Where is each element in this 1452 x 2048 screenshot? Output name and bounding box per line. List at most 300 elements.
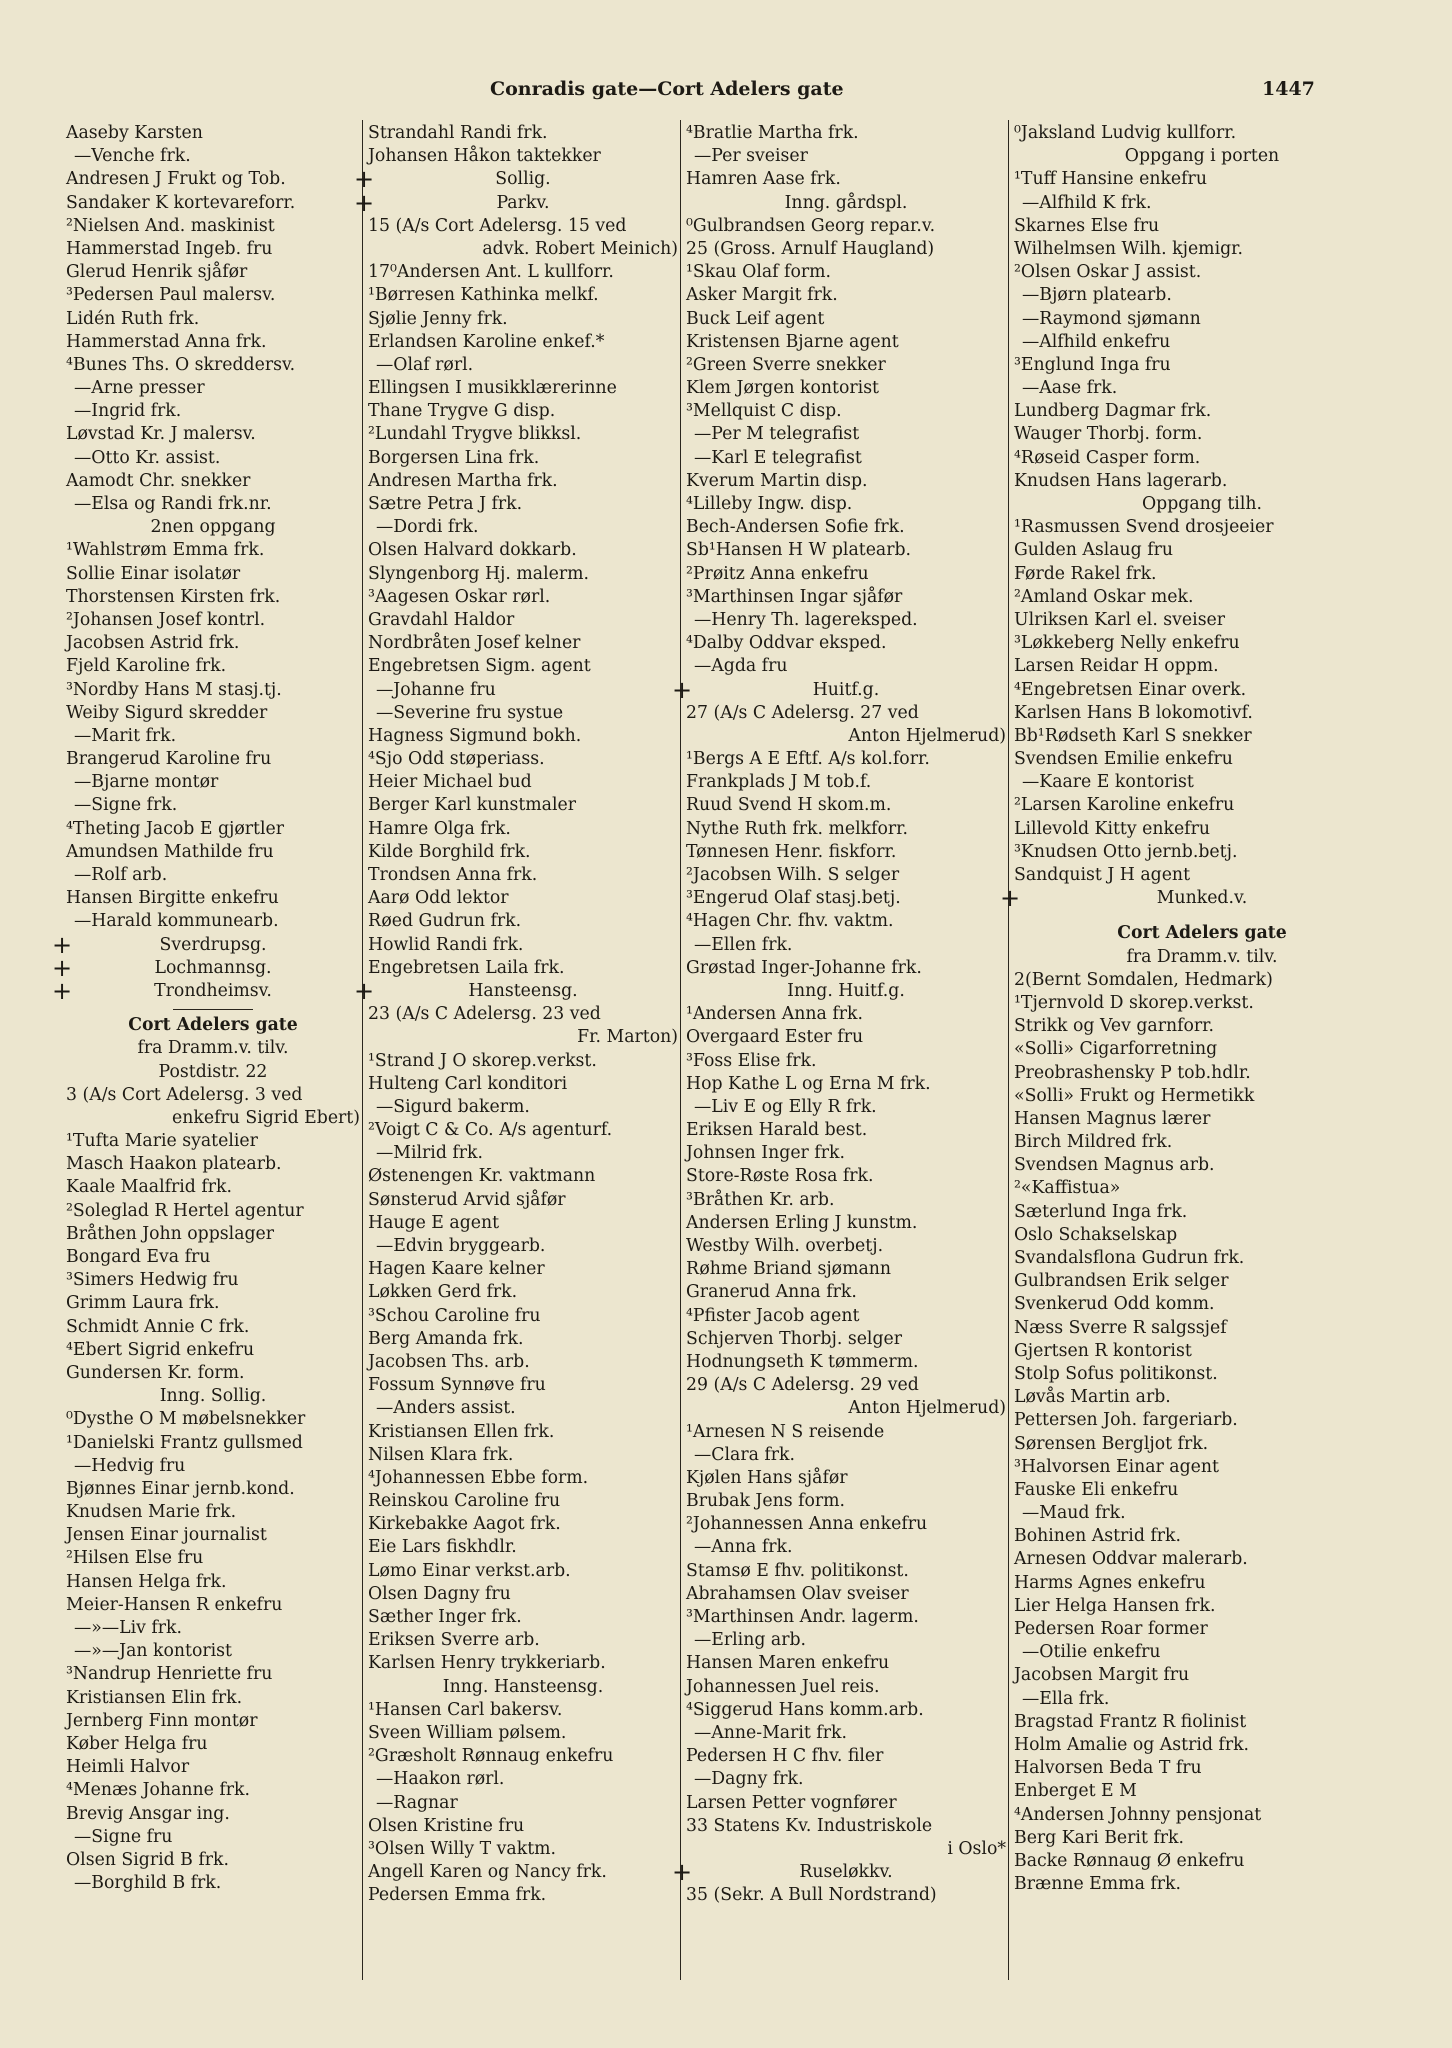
cross-street: + Hansteensg. xyxy=(354,976,578,1005)
directory-entry: —Marit frk. xyxy=(74,725,177,746)
directory-entry: ¹Tufta Marie syatelier xyxy=(66,1131,258,1152)
directory-entry: —Anne-Marit frk. xyxy=(694,1722,847,1743)
directory-entry: Thane Trygve G disp. xyxy=(368,401,556,422)
directory-entry: —Liv E og Elly R frk. xyxy=(694,1096,877,1117)
directory-entry: ¹Wahlstrøm Emma frk. xyxy=(66,540,265,561)
directory-entry: Sveen William pølsem. xyxy=(368,1722,567,1743)
directory-entry: Kjølen Hans sjåfør xyxy=(686,1467,848,1488)
directory-entry: ⁴Pfister Jacob agent xyxy=(686,1305,860,1326)
directory-entry: —Otto Kr. assist. xyxy=(74,447,221,468)
directory-entry: Backe Rønnaug Ø enkefru xyxy=(1014,1850,1245,1871)
directory-entry: Næss Sverre R salgssjef xyxy=(1014,1317,1227,1338)
directory-entry: ³Knudsen Otto jernb.betj. xyxy=(1014,841,1238,862)
entrance-note: Oppgang i porten xyxy=(1124,146,1280,167)
column-divider xyxy=(680,120,681,1980)
page-title: Conradis gate—Cort Adelers gate xyxy=(490,78,844,100)
directory-entry: Stolp Sofus politikonst. xyxy=(1014,1363,1218,1384)
cross-mark-icon: + xyxy=(672,1858,693,1887)
directory-entry: ¹Børresen Kathinka melkf. xyxy=(368,285,599,306)
cross-mark-icon: + xyxy=(52,976,73,1005)
directory-entry: Jacobsen Astrid frk. xyxy=(66,633,240,654)
directory-entry: Asker Margit frk. xyxy=(686,285,838,306)
section-gap xyxy=(1014,910,1390,922)
directory-entry: ⁰Jaksland Ludvig kullforr. xyxy=(1014,123,1237,143)
directory-entry: Johnsen Inger frk. xyxy=(686,1143,845,1164)
directory-entry: Hulteng Carl konditori xyxy=(368,1073,568,1094)
directory-entry: Store-Røste Rosa frk. xyxy=(686,1166,874,1187)
directory-entry: ²Johansen Josef kontrl. xyxy=(66,609,266,630)
directory-entry: Svandalsflona Gudrun frk. xyxy=(1014,1248,1245,1268)
directory-entry: ³Engerud Olaf stasj.betj. xyxy=(686,888,901,909)
directory-entry: Westby Wilh. overbetj. xyxy=(686,1236,884,1256)
column-divider xyxy=(362,120,363,1980)
directory-entry: Hansen Helga frk. xyxy=(66,1571,227,1592)
cross-street: + Sollig. xyxy=(354,165,551,194)
directory-entry: ⁴Theting Jacob E gjørtler xyxy=(66,818,284,839)
directory-entry: Sæther Inger frk. xyxy=(368,1607,522,1627)
directory-entry: Strikk og Vev garnforr. xyxy=(1014,1016,1215,1037)
directory-entry: Olsen Kristine fru xyxy=(368,1815,525,1836)
entrance-note: Inng. gårdspl. xyxy=(784,192,908,213)
entrance-note: fra Dramm.v. tilv. xyxy=(137,1038,289,1059)
directory-entry: Schjerven Thorbj. selger xyxy=(686,1328,903,1349)
directory-entry: Reinskou Caroline fru xyxy=(368,1491,561,1512)
entrance-note: fra Dramm.v. tilv. xyxy=(1126,946,1278,967)
directory-entry: Brænne Emma frk. xyxy=(1014,1874,1181,1895)
directory-entry: Andresen Martha frk. xyxy=(368,470,558,491)
directory-entry: —Severine fru systue xyxy=(376,702,564,723)
directory-entry: Jensen Einar journalist xyxy=(66,1525,267,1546)
directory-entry: —Kaare E kontorist xyxy=(1022,772,1194,793)
directory-entry: ³Mellquist C disp. xyxy=(686,401,842,422)
directory-entry: —Karl E telegrafist xyxy=(694,447,862,468)
directory-entry: Hansen Birgitte enkefru xyxy=(66,888,279,909)
directory-entry: Olsen Dagny fru xyxy=(368,1583,511,1604)
directory-entry: Hamren Aase frk. xyxy=(686,169,841,190)
directory-entry: Lillevold Kitty enkefru xyxy=(1014,818,1210,839)
directory-entry: —Johanne fru xyxy=(376,679,496,700)
directory-entry: Køber Helga fru xyxy=(66,1733,208,1754)
house-number-line: 25 (Gross. Arnulf Haugland) xyxy=(686,238,935,259)
directory-entry: Klem Jørgen kontorist xyxy=(686,378,880,399)
directory-entry: ²Olsen Oskar J assist. xyxy=(1014,262,1202,283)
directory-entry: Preobrashensky P tob.hdlr. xyxy=(1014,1062,1251,1083)
directory-entry: Larsen Petter vognfører xyxy=(686,1792,897,1813)
cross-mark-icon: + xyxy=(354,165,375,194)
directory-entry: ²Voigt C & Co. A/s agenturf. xyxy=(368,1120,613,1141)
directory-entry: Sjølie Jenny frk. xyxy=(368,308,508,329)
street-heading: Cort Adelers gate xyxy=(1117,923,1287,944)
directory-entry: ³Pedersen Paul malersv. xyxy=(66,285,276,306)
directory-entry: —Elsa og Randi frk.nr. xyxy=(74,494,272,514)
directory-entry: Svendsen Emilie enkefru xyxy=(1014,749,1233,770)
directory-entry: ⁴Hagen Chr. fhv. vaktm. xyxy=(686,911,894,932)
directory-entry: ⁴Andersen Johnny pensjonat xyxy=(1014,1804,1262,1825)
page-header xyxy=(0,78,1452,108)
directory-entry: —Ragnar xyxy=(376,1792,458,1813)
directory-entry: Lundberg Dagmar frk. xyxy=(1014,401,1212,422)
directory-entry: Bragstad Frantz R fiolinist xyxy=(1014,1711,1247,1732)
cross-street: + Parkv. xyxy=(354,188,550,217)
directory-entry: Schmidt Annie C frk. xyxy=(66,1316,250,1337)
directory-entry: Stamsø E fhv. politikonst. xyxy=(686,1560,909,1581)
directory-entry: Løvås Martin arb. xyxy=(1014,1387,1171,1408)
directory-entry: Skarnes Else fru xyxy=(1014,215,1160,236)
directory-entry: —Arne presser xyxy=(74,378,205,399)
house-number-line: 29 (A/s C Adelersg. 29 ved xyxy=(686,1375,919,1396)
directory-entry: Erlandsen Karoline enkef.* xyxy=(368,331,605,352)
directory-entry: ³Marthinsen Ingar sjåfør xyxy=(686,586,903,607)
directory-entry: Løvstad Kr. J malersv. xyxy=(66,424,256,445)
directory-entry: ⁴Siggerud Hans komm.arb. xyxy=(686,1699,924,1720)
directory-entry: ²Larsen Karoline enkefru xyxy=(1014,795,1235,816)
directory-entry: Nilsen Klara frk. xyxy=(368,1444,514,1465)
directory-entry: —Otilie enkefru xyxy=(1022,1642,1161,1663)
directory-entry: Karlsen Hans B lokomotivf. xyxy=(1014,702,1253,723)
column-3 xyxy=(672,122,1006,1907)
directory-entry: ³Løkkeberg Nelly enkefru xyxy=(1014,633,1240,654)
address-continuation: Fr. Marton) xyxy=(577,1027,678,1048)
directory-entry: Hammerstad Ingeb. fru xyxy=(66,238,273,259)
directory-entry: Pedersen Roar former xyxy=(1014,1619,1208,1639)
directory-entry: ³Nandrup Henriette fru xyxy=(66,1664,273,1685)
directory-entry: —Per M telegrafist xyxy=(694,424,860,445)
entrance-note: Inng. Hansteensg. xyxy=(442,1676,604,1697)
cross-street: + Ruseløkkv. xyxy=(672,1858,893,1887)
directory-entry: Sæterlund Inga frk. xyxy=(1014,1201,1188,1222)
directory-entry: —Alfhild enkefru xyxy=(1022,331,1171,352)
directory-entry: Olsen Sigrid B frk. xyxy=(66,1849,229,1870)
directory-entry: —Ingrid frk. xyxy=(74,401,182,422)
directory-entry: ¹Arnesen N S reisende xyxy=(686,1421,885,1442)
house-number-line: 15 (A/s Cort Adelersg. 15 ved xyxy=(368,215,627,236)
directory-entry: Jacobsen Margit fru xyxy=(1014,1665,1190,1686)
directory-entry: ¹Hansen Carl bakersv. xyxy=(368,1699,563,1720)
directory-entry: ³Nordby Hans M stasj.tj. xyxy=(66,679,282,700)
directory-entry: —Bjørn platearb. xyxy=(1022,285,1172,306)
directory-entry: Pedersen Emma frk. xyxy=(368,1885,547,1906)
house-number-line: 27 (A/s C Adelersg. 27 ved xyxy=(686,702,919,723)
directory-entry: Jernberg Finn montør xyxy=(66,1710,258,1731)
directory-entry: ¹Tjernvold D skorep.verkst. xyxy=(1014,992,1254,1013)
directory-entry: Aarø Odd lektor xyxy=(368,888,509,909)
directory-entry: —Raymond sjømann xyxy=(1022,308,1201,329)
directory-entry: —Alfhild K frk. xyxy=(1022,192,1152,213)
directory-entry: —Anders assist. xyxy=(376,1398,516,1419)
directory-entry: ⁴Bratlie Martha frk. xyxy=(686,123,859,143)
cross-mark-icon: + xyxy=(354,976,375,1005)
directory-entry: Johansen Håkon taktekker xyxy=(368,146,601,167)
directory-entry: Aamodt Chr. snekker xyxy=(66,470,251,491)
directory-entry: —Olaf rørl. xyxy=(376,354,474,375)
directory-entry: ¹Bergs A E Eftf. A/s kol.forr. xyxy=(686,749,930,770)
directory-entry: —Agda fru xyxy=(694,656,788,677)
directory-entry: Lidén Ruth frk. xyxy=(66,308,200,329)
directory-entry: Granerud Anna frk. xyxy=(686,1282,857,1303)
directory-entry: —Borghild B frk. xyxy=(74,1873,222,1894)
directory-entry: Sollie Einar isolatør xyxy=(66,563,241,584)
directory-entry: ²Hilsen Else fru xyxy=(66,1548,204,1569)
directory-entry: Bohinen Astrid frk. xyxy=(1014,1526,1181,1547)
directory-entry: Gulbrandsen Erik selger xyxy=(1014,1271,1229,1292)
directory-entry: Andersen Erling J kunstm. xyxy=(686,1212,918,1233)
directory-entry: ²Green Sverre snekker xyxy=(686,354,886,375)
directory-entry: Ellingsen I musikklærerinne xyxy=(368,378,617,399)
page-number: 1447 xyxy=(1262,78,1315,100)
directory-entry: —»—Liv frk. xyxy=(74,1618,183,1638)
directory-entry: Strandahl Randi frk. xyxy=(368,123,548,143)
directory-entry: —Dagny frk. xyxy=(694,1769,804,1790)
directory-entry: Frankplads J M tob.f. xyxy=(686,772,872,793)
directory-entry: —»—Jan kontorist xyxy=(74,1641,232,1662)
directory-entry: Sætre Petra J frk. xyxy=(368,494,523,514)
address-continuation: i Oslo* xyxy=(947,1838,1006,1859)
directory-entry: Gravdahl Haldor xyxy=(368,609,515,630)
directory-entry: Buck Leif agent xyxy=(686,308,825,329)
directory-entry: Kverum Martin disp. xyxy=(686,470,868,491)
directory-entry: —Erling arb. xyxy=(694,1630,807,1651)
directory-entry: ⁰Dysthe O M møbelsnekker xyxy=(66,1409,306,1430)
directory-entry: ²Johannessen Anna enkefru xyxy=(686,1514,928,1535)
directory-entry: Eriksen Harald best. xyxy=(686,1120,868,1141)
directory-entry: Sandaker K kortevareforr. xyxy=(66,192,296,213)
directory-entry: Førde Rakel frk. xyxy=(1014,563,1157,584)
directory-entry: Brevig Ansgar ing. xyxy=(66,1803,230,1824)
cross-mark-icon: + xyxy=(1000,884,1021,913)
directory-entry: ¹Andersen Anna frk. xyxy=(686,1004,863,1025)
directory-entry: Kristiansen Elin frk. xyxy=(66,1687,243,1708)
directory-entry: Gulden Aslaug fru xyxy=(1014,540,1174,561)
column-4 xyxy=(1000,122,1390,1896)
column-1 xyxy=(52,122,360,1895)
directory-entry: Brangerud Karoline fru xyxy=(66,749,272,770)
directory-entry: ⁴Ebert Sigrid enkefru xyxy=(66,1339,255,1360)
directory-entry: Weiby Sigurd skredder xyxy=(66,702,268,723)
directory-entry: Wilhelmsen Wilh. kjemigr. xyxy=(1014,238,1244,259)
directory-entry: Abrahamsen Olav sveiser xyxy=(686,1583,909,1604)
directory-entry: —Rolf arb. xyxy=(74,865,168,885)
directory-entry: Karlsen Henry trykkeriarb. xyxy=(368,1653,606,1674)
directory-entry: ³Olsen Willy T vaktm. xyxy=(368,1838,557,1859)
directory-entry: Sønsterud Arvid sjåfør xyxy=(368,1189,566,1210)
directory-entry: Jacobsen Ths. arb. xyxy=(368,1351,530,1372)
directory-entry: ¹Tuff Hansine enkefru xyxy=(1014,169,1207,190)
entrance-note: Inng. Sollig. xyxy=(159,1386,267,1407)
directory-entry: Grimm Laura frk. xyxy=(66,1293,220,1314)
directory-entry: —Anna frk. xyxy=(694,1537,793,1558)
directory-entry: Hansen Magnus lærer xyxy=(1014,1108,1211,1129)
directory-entry: —Sigurd bakerm. xyxy=(376,1096,530,1117)
directory-entry: ²Prøitz Anna enkefru xyxy=(686,563,869,584)
directory-entry: Amundsen Mathilde fru xyxy=(66,841,274,862)
directory-entry: ⁴Lilleby Ingw. disp. xyxy=(686,494,853,514)
address-continuation: Anton Hjelmerud) xyxy=(848,1398,1006,1419)
entrance-note: Inng. Huitf.g. xyxy=(787,980,905,1001)
directory-entry: —Dordi frk. xyxy=(376,517,479,538)
directory-entry: ²Nielsen And. maskinist xyxy=(66,215,275,236)
directory-entry: Oslo Schakselskap xyxy=(1014,1224,1178,1245)
entrance-note: Oppgang tilh. xyxy=(1142,494,1262,514)
cross-mark-icon: + xyxy=(52,953,73,982)
directory-entry: Sørensen Bergljot frk. xyxy=(1014,1433,1209,1454)
directory-entry: ²Jacobsen Wilh. S selger xyxy=(686,865,900,885)
directory-entry: ³Aagesen Oskar rørl. xyxy=(368,586,551,607)
directory-entry: —Edvin bryggearb. xyxy=(376,1236,546,1256)
directory-entry: ¹Strand J O skorep.verkst. xyxy=(368,1050,597,1071)
directory-entry: Hammerstad Anna frk. xyxy=(66,331,267,352)
directory-entry: Hop Kathe L og Erna M frk. xyxy=(686,1073,931,1094)
directory-entry: Slyngenborg Hj. malerm. xyxy=(368,563,589,584)
house-number-line: 33 Statens Kv. Industriskole xyxy=(686,1815,933,1836)
directory-entry: ⁴Engebretsen Einar overk. xyxy=(1014,679,1247,700)
directory-entry: ¹Skau Olaf form. xyxy=(686,262,831,283)
directory-entry: Larsen Reidar H oppm. xyxy=(1014,656,1219,677)
directory-entry: ⁴Menæs Johanne frk. xyxy=(66,1780,250,1801)
directory-entry: —Clara frk. xyxy=(694,1444,796,1465)
directory-entry: —Henry Th. lagereksped. xyxy=(694,609,918,630)
cross-mark-icon: + xyxy=(672,675,693,704)
house-number-line: Bb¹Rødseth Karl S snekker xyxy=(1014,725,1252,746)
address-continuation: Anton Hjelmerud) xyxy=(848,725,1006,746)
directory-entry: Nordbråten Josef kelner xyxy=(368,633,581,654)
directory-entry: Eriksen Sverre arb. xyxy=(368,1630,540,1651)
directory-entry: —Haakon rørl. xyxy=(376,1769,505,1790)
directory-entry: Kaale Maalfrid frk. xyxy=(66,1177,232,1198)
section-rule xyxy=(173,1009,253,1010)
directory-entry: Bjønnes Einar jernb.kond. xyxy=(66,1478,295,1499)
directory-entry: Hamre Olga frk. xyxy=(368,818,511,839)
directory-entry: ⁴Dalby Oddvar eksped. xyxy=(686,633,887,654)
directory-entry: ³Simers Hedwig fru xyxy=(66,1270,239,1291)
directory-entry: Lier Helga Hansen frk. xyxy=(1014,1595,1216,1616)
cross-street: + Sverdrupsg. xyxy=(52,930,267,959)
directory-entry: Østenengen Kr. vaktmann xyxy=(368,1166,596,1187)
cross-street: + Trondheimsv. xyxy=(52,976,272,1005)
directory-entry: —Harald kommunearb. xyxy=(74,911,279,932)
directory-entry: Ruud Svend H skom.m. xyxy=(686,795,892,816)
cross-mark-icon: + xyxy=(52,930,73,959)
directory-entry: Hodnungseth K tømmerm. xyxy=(686,1351,919,1372)
directory-entry: Bråthen John oppslager xyxy=(66,1223,275,1244)
directory-entry: —Ellen frk. xyxy=(694,934,793,955)
directory-entry: Johannessen Juel reis. xyxy=(686,1676,880,1697)
directory-entry: Andresen J Frukt og Tob. xyxy=(66,169,286,190)
directory-entry: Kilde Borghild frk. xyxy=(368,841,531,862)
directory-entry: Heimli Halvor xyxy=(66,1757,190,1778)
house-number-line: 3 (A/s Cort Adelersg. 3 ved xyxy=(66,1084,303,1105)
directory-entry: Gjertsen R kontorist xyxy=(1014,1340,1192,1361)
directory-entry: —Per sveiser xyxy=(694,146,808,167)
directory-entry: ³Englund Inga fru xyxy=(1014,354,1171,375)
entrance-note: Postdistr. 22 xyxy=(158,1061,268,1082)
directory-entry: —Aase frk. xyxy=(1022,378,1118,399)
house-number-line: Sb¹Hansen H W platearb. xyxy=(686,540,912,561)
directory-entry: ¹Rasmussen Svend drosjeeier xyxy=(1014,517,1274,538)
directory-entry: ³Bråthen Kr. arb. xyxy=(686,1189,835,1210)
directory-entry: —Ella frk. xyxy=(1022,1688,1110,1709)
directory-entry: Heier Michael bud xyxy=(368,772,532,793)
directory-entry: ²«Kaffistua» xyxy=(1014,1178,1121,1199)
directory-entry: Halvorsen Beda T fru xyxy=(1014,1758,1202,1779)
directory-entry: Thorstensen Kirsten frk. xyxy=(66,586,281,607)
directory-entry: Masch Haakon platearb. xyxy=(66,1154,282,1175)
address-continuation: advk. Robert Meinich) xyxy=(482,238,678,259)
directory-entry: Kristensen Bjarne agent xyxy=(686,331,899,352)
directory-entry: Berger Karl kunstmaler xyxy=(368,795,576,816)
directory-entry: Borgersen Lina frk. xyxy=(368,447,540,468)
directory-entry: Holm Amalie og Astrid frk. xyxy=(1014,1734,1250,1755)
cross-mark-icon: + xyxy=(354,188,375,217)
directory-entry: «Solli» Cigarforretning xyxy=(1014,1039,1218,1060)
directory-entry: —Venche frk. xyxy=(74,146,191,167)
directory-entry: Røed Gudrun frk. xyxy=(368,911,522,932)
directory-entry: ²Soleglad R Hertel agentur xyxy=(66,1200,304,1221)
column-divider xyxy=(1008,120,1009,1980)
directory-entry: Fossum Synnøve fru xyxy=(368,1375,546,1396)
directory-entry: Howlid Randi frk. xyxy=(368,934,524,955)
directory-entry: Enberget E M xyxy=(1014,1781,1137,1802)
directory-entry: Wauger Thorbj. form. xyxy=(1014,424,1203,445)
directory-entry: Knudsen Marie frk. xyxy=(66,1502,237,1523)
directory-entry: ³Schou Caroline fru xyxy=(368,1305,541,1326)
directory-entry: Engebretsen Laila frk. xyxy=(368,957,565,978)
directory-entry: ³Halvorsen Einar agent xyxy=(1014,1456,1219,1477)
directory-entry: ³Foss Elise frk. xyxy=(686,1050,817,1071)
directory-entry: Arnesen Oddvar malerarb. xyxy=(1014,1549,1248,1570)
directory-entry: Fjeld Karoline frk. xyxy=(66,656,227,677)
directory-entry: Eie Lars fiskhdlr. xyxy=(368,1537,517,1558)
directory-entry: Trondsen Anna frk. xyxy=(368,865,538,885)
directory-entry: Glerud Henrik sjåfør xyxy=(66,262,248,283)
directory-entry: —Bjarne montør xyxy=(74,772,219,793)
directory-entry: ²Lundahl Trygve blikksl. xyxy=(368,424,582,445)
directory-entry: Fauske Eli enkefru xyxy=(1014,1479,1179,1500)
directory-entry: Grøstad Inger-Johanne frk. xyxy=(686,957,922,978)
directory-entry: Birch Mildred frk. xyxy=(1014,1132,1173,1153)
directory-entry: Lømo Einar verkst.arb. xyxy=(368,1560,571,1581)
directory-entry: Meier-Hansen R enkefru xyxy=(66,1594,283,1615)
directory-entry: Sandquist J H agent xyxy=(1014,865,1191,885)
directory-entry: ¹Danielski Frantz gullsmed xyxy=(66,1432,303,1453)
directory-entry: Overgaard Ester fru xyxy=(686,1027,864,1048)
directory-entry: Angell Karen og Nancy frk. xyxy=(368,1862,607,1883)
house-number-line: 23 (A/s C Adelersg. 23 ved xyxy=(368,1004,601,1025)
directory-entry: Engebretsen Sigm. agent xyxy=(368,656,591,677)
directory-entry: Røhme Briand sjømann xyxy=(686,1259,892,1280)
directory-entry: Løkken Gerd frk. xyxy=(368,1282,518,1303)
directory-entry: ³Marthinsen Andr. lagerm. xyxy=(686,1607,919,1627)
directory-entry: Aaseby Karsten xyxy=(66,123,203,143)
directory-entry: Knudsen Hans lagerarb. xyxy=(1014,470,1228,491)
directory-entry: —Milrid frk. xyxy=(376,1143,483,1164)
address-continuation: enkefru Sigrid Ebert) xyxy=(172,1107,360,1128)
directory-entry: ⁴Røseid Casper form. xyxy=(1014,447,1201,468)
directory-entry: Ulriksen Karl el. sveiser xyxy=(1014,609,1226,630)
directory-entry: —Hedvig fru xyxy=(74,1455,186,1476)
directory-entry: ²Amland Oskar mek. xyxy=(1014,586,1194,607)
directory-entry: Nythe Ruth frk. melkforr. xyxy=(686,818,909,839)
directory-entry: Hagness Sigmund bokh. xyxy=(368,725,582,746)
directory-entry: Kirkebakke Aagot frk. xyxy=(368,1514,561,1535)
directory-entry: Svenkerud Odd komm. xyxy=(1014,1294,1215,1315)
directory-entry: Hagen Kaare kelner xyxy=(368,1259,545,1280)
column-2 xyxy=(354,122,678,1907)
directory-entry: ²Græsholt Rønnaug enkefru xyxy=(368,1746,614,1767)
street-heading: Cort Adelers gate xyxy=(128,1015,298,1036)
directory-entry: —Signe fru xyxy=(74,1826,173,1847)
directory-entry: Gundersen Kr. form. xyxy=(66,1362,245,1383)
directory-entry: Svendsen Magnus arb. xyxy=(1014,1155,1215,1176)
